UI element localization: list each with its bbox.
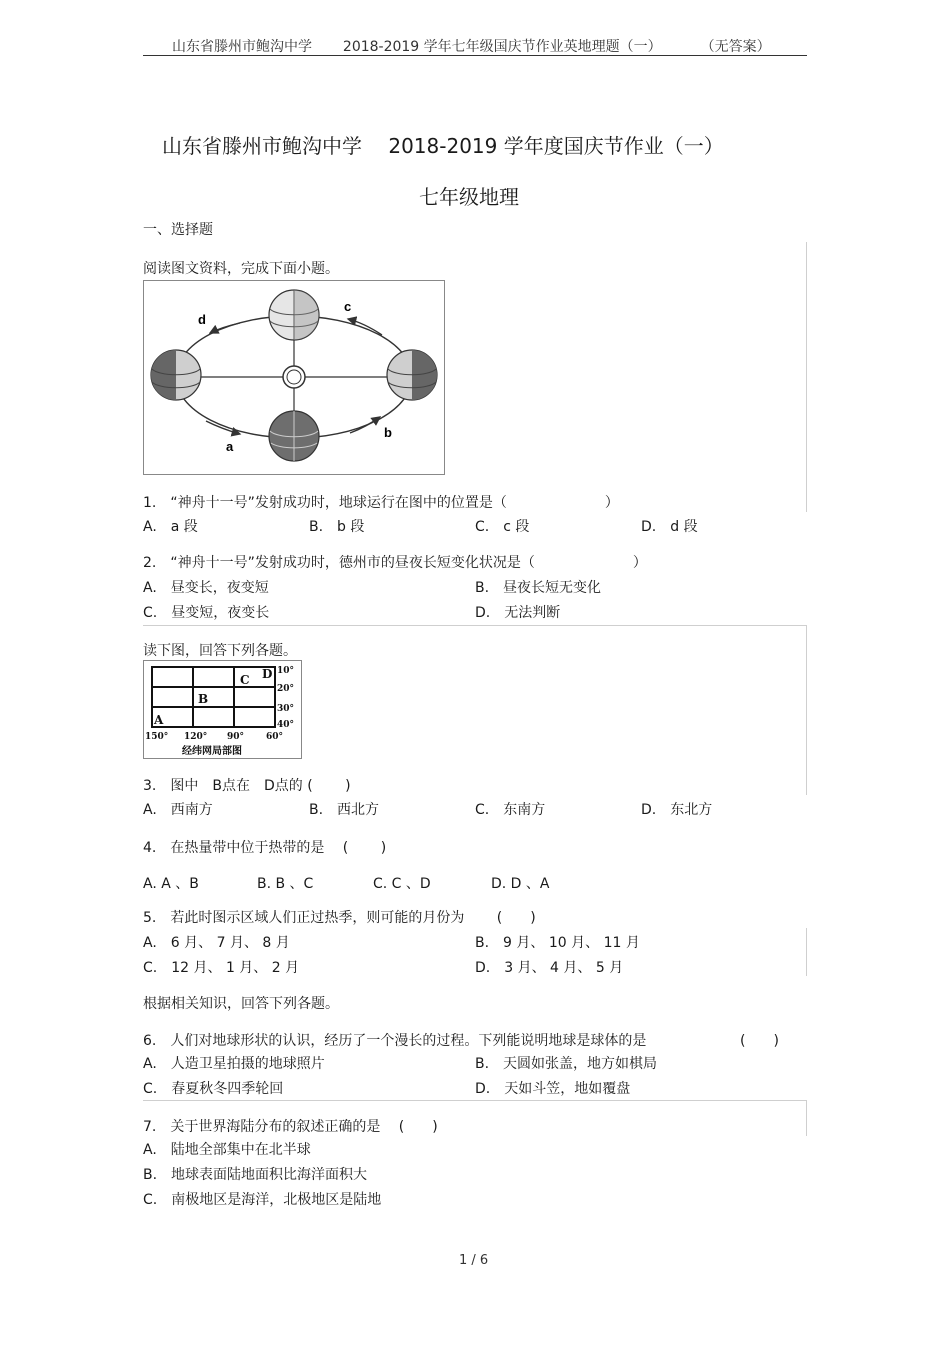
label-d: d xyxy=(198,312,206,327)
group3-intro: 根据相关知识，回答下列各题。 xyxy=(143,996,339,1012)
frame-line xyxy=(806,242,807,512)
page-number: 1 / 6 xyxy=(459,1253,489,1268)
lon-label: 90° xyxy=(227,732,245,742)
frame-line xyxy=(143,625,807,626)
q2-option-a[interactable]: A. 昼变长，夜变短 xyxy=(143,580,269,596)
arrow-c xyxy=(348,319,382,335)
q3-option-b[interactable]: B. 西北方 xyxy=(309,802,380,818)
q6-option-c[interactable]: C. 春夏秋冬四季轮回 xyxy=(143,1081,284,1097)
grid-caption: 经纬网局部图 xyxy=(182,746,242,757)
q1-stem: 1. “神舟十一号”发射成功时，地球运行在图中的位置是（ ） xyxy=(143,495,619,511)
q2-option-c[interactable]: C. 昼变短，夜变长 xyxy=(143,605,270,621)
frame-line xyxy=(143,1100,807,1101)
lat-label: 10° xyxy=(277,666,295,676)
lat-label: 30° xyxy=(277,704,295,714)
point-a: A xyxy=(154,713,164,727)
point-b: B xyxy=(198,692,209,706)
globe-bottom xyxy=(269,411,319,461)
q1-option-b[interactable]: B. b 段 xyxy=(309,519,365,535)
globe-top xyxy=(269,290,319,340)
section-heading: 一、选择题 xyxy=(143,222,213,238)
q7-option-b[interactable]: B. 地球表面陆地面积比海洋面积大 xyxy=(143,1167,368,1183)
earth-orbit-diagram xyxy=(144,281,444,474)
q4-stem: 4. 在热量带中位于热带的是 ( ) xyxy=(143,840,387,856)
q7-stem: 7. 关于世界海陆分布的叙述正确的是 ( ) xyxy=(143,1119,438,1135)
q3-option-a[interactable]: A. 西南方 xyxy=(143,802,213,818)
frame-line xyxy=(806,928,807,976)
header-school: 山东省滕州市鲍沟中学 xyxy=(172,39,312,55)
lat-label: 40° xyxy=(277,720,295,730)
globe-right xyxy=(387,350,437,400)
lon-label: 60° xyxy=(266,732,284,742)
q4-option-a[interactable]: A. A 、B xyxy=(143,876,199,892)
group2-intro: 读下图，回答下列各题。 xyxy=(143,643,297,659)
q5-option-d[interactable]: D. 3 月、 4 月、 5 月 xyxy=(475,960,624,976)
q3-option-c[interactable]: C. 东南方 xyxy=(475,802,546,818)
q5-stem: 5. 若此时图示区域人们正过热季，则可能的月份为 ( ) xyxy=(143,910,536,926)
frame-line xyxy=(806,1100,807,1136)
q3-stem: 3. 图中 B点在 D点的 ( ) xyxy=(143,778,351,794)
q6-answer-paren: ( ) xyxy=(740,1033,779,1049)
header-doc-title: 2018-2019 学年七年级国庆节作业英地理题（一） xyxy=(342,39,662,55)
globe-left xyxy=(151,350,201,400)
arrow-b xyxy=(350,417,380,433)
q4-option-b[interactable]: B. B 、C xyxy=(257,876,314,892)
lat-lon-grid-figure xyxy=(143,660,302,759)
label-b: b xyxy=(384,425,392,440)
q7-option-c[interactable]: C. 南极地区是海洋，北极地区是陆地 xyxy=(143,1192,382,1208)
lat-label: 20° xyxy=(277,684,295,694)
q4-option-d[interactable]: D. D 、A xyxy=(491,876,550,892)
group1-intro: 阅读图文资料，完成下面小题。 xyxy=(143,261,339,277)
q2-stem: 2. “神舟十一号”发射成功时，德州市的昼夜长短变化状况是（ ） xyxy=(143,555,647,571)
q1-option-a[interactable]: A. a 段 xyxy=(143,519,198,535)
q7-option-a[interactable]: A. 陆地全部集中在北半球 xyxy=(143,1142,311,1158)
lon-label: 150° xyxy=(145,732,169,742)
q6-option-a[interactable]: A. 人造卫星拍摄的地球照片 xyxy=(143,1056,325,1072)
earth-orbit-figure xyxy=(143,280,445,475)
header-rule xyxy=(143,55,807,56)
page-subtitle: 七年级地理 xyxy=(419,185,519,209)
point-c: C xyxy=(240,673,250,687)
label-c: c xyxy=(344,299,352,314)
q1-option-c[interactable]: C. c 段 xyxy=(475,519,530,535)
lat-lon-grid xyxy=(144,661,301,758)
grid-frame xyxy=(152,667,275,727)
q5-option-c[interactable]: C. 12 月、 1 月、 2 月 xyxy=(143,960,300,976)
header-tag: （无答案） xyxy=(700,39,771,55)
q3-option-d[interactable]: D. 东北方 xyxy=(641,802,713,818)
q5-option-a[interactable]: A. 6 月、 7 月、 8 月 xyxy=(143,935,290,951)
page-title: 山东省滕州市鲍沟中学 2018-2019 学年度国庆节作业（一） xyxy=(162,134,724,158)
arrow-a xyxy=(206,421,240,434)
frame-line xyxy=(806,625,807,795)
lon-label: 120° xyxy=(184,732,208,742)
q6-option-d[interactable]: D. 天如斗笠，地如覆盘 xyxy=(475,1081,631,1097)
q2-option-d[interactable]: D. 无法判断 xyxy=(475,605,561,621)
label-a: a xyxy=(226,439,234,454)
q6-option-b[interactable]: B. 天圆如张盖，地方如棋局 xyxy=(475,1056,658,1072)
point-d: D xyxy=(262,667,273,681)
running-header xyxy=(172,36,771,56)
q4-option-c[interactable]: C. C 、D xyxy=(373,876,431,892)
q5-option-b[interactable]: B. 9 月、 10 月、 11 月 xyxy=(475,935,640,951)
q2-option-b[interactable]: B. 昼夜长短无变化 xyxy=(475,580,602,596)
q6-stem: 6. 人们对地球形状的认识，经历了一个漫长的过程。下列能说明地球是球体的是 xyxy=(143,1033,647,1049)
q1-option-d[interactable]: D. d 段 xyxy=(641,519,698,535)
